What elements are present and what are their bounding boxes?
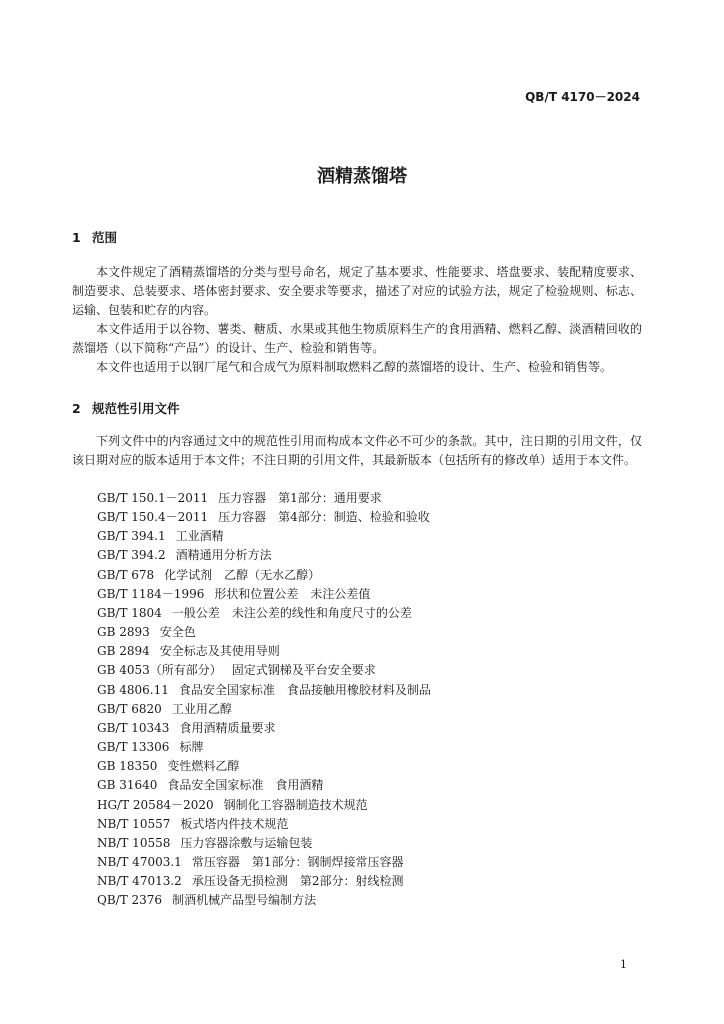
reference-item — [97, 642, 431, 661]
reference-item — [97, 834, 431, 853]
page-number: 1 — [620, 958, 627, 971]
reference-title: 变性燃料乙醇 — [167, 759, 240, 774]
reference-title: 常压容器 第1部分：钢制焊接常压容器 — [191, 854, 404, 869]
reference-title: 承压设备无损检测 第2部分：射线检测 — [191, 874, 404, 889]
reference-item — [97, 891, 431, 910]
reference-code: GB/T 678 — [97, 567, 155, 582]
reference-code: GB 18350 — [97, 759, 158, 774]
section-1-paragraph-2: 本文件适用于以谷物、薯类、糖质、水果或其他生物质原料生产的食用酒精、燃料乙醇、淡酒精回收的蒸馏塔（以下简称“产品”）的设计、生产、检验和销售等。 — [72, 322, 642, 355]
section-1-number: 1 — [72, 230, 81, 245]
reference-code: GB 2894 — [97, 644, 150, 659]
reference-code: NB/T 10558 — [97, 835, 171, 850]
reference-item — [97, 719, 431, 738]
reference-title: 固定式钢梯及平台安全要求 — [231, 663, 376, 678]
reference-item — [97, 546, 431, 565]
document-title: 酒精蒸馏塔 — [317, 166, 407, 187]
reference-item — [97, 757, 431, 776]
reference-code: GB 4806.11 — [97, 682, 169, 697]
reference-code: GB 4053（所有部分） — [97, 663, 222, 678]
reference-item — [97, 623, 431, 642]
reference-title: 食品安全国家标准 食用酒精 — [167, 778, 324, 793]
reference-code: GB/T 1804 — [97, 605, 162, 620]
section-1-heading — [72, 228, 117, 246]
section-2-heading — [72, 399, 180, 417]
reference-title: 酒精通用分析方法 — [175, 548, 272, 563]
reference-title: 压力容器涂敷与运输包装 — [180, 835, 313, 850]
reference-code: QB/T 2376 — [97, 893, 163, 908]
reference-item — [97, 853, 431, 872]
reference-item — [97, 661, 431, 680]
reference-item — [97, 489, 431, 508]
reference-title: 化学试剂 乙醇（无水乙醇） — [164, 567, 321, 582]
section-1-paragraph-3: 本文件也适用于以钢厂尾气和合成气为原料制取燃料乙醇的蒸馏塔的设计、生产、检验和销售等。 — [96, 360, 613, 374]
reference-title: 工业酒精 — [175, 529, 224, 544]
reference-title: 食品安全国家标准 食品接触用橡胶材料及制品 — [178, 682, 431, 697]
reference-item — [97, 776, 431, 795]
reference-item — [97, 566, 431, 585]
reference-title: 一般公差 未注公差的线性和角度尺寸的公差 — [171, 605, 412, 620]
reference-item — [97, 681, 431, 700]
reference-item — [97, 700, 431, 719]
section-2-paragraph-1: 下列文件中的内容通过文中的规范性引用而构成本文件必不可少的条款。其中，注日期的引用文件，仅该日期对应的版本适用于本文件；不注日期的引用文件，其最新版本（包括所有的修改单）适用于本文件。 — [72, 434, 642, 467]
reference-item — [97, 527, 431, 546]
reference-item — [97, 585, 431, 604]
section-2-number: 2 — [72, 401, 81, 416]
reference-item — [97, 872, 431, 891]
reference-code: GB/T 394.1 — [97, 529, 166, 544]
reference-code: GB/T 6820 — [97, 701, 162, 716]
standard-code: QB/T 4170－2024 — [525, 90, 640, 104]
reference-code: NB/T 47003.1 — [97, 854, 182, 869]
reference-item — [97, 796, 431, 815]
reference-item — [97, 815, 431, 834]
reference-title: 压力容器 第4部分：制造、检验和验收 — [218, 510, 430, 525]
reference-code: GB/T 150.4－2011 — [97, 510, 209, 525]
section-2-title: 规范性引用文件 — [92, 401, 180, 416]
reference-title: 钢制化工容器制造技术规范 — [223, 797, 368, 812]
reference-code: GB/T 394.2 — [97, 548, 166, 563]
section-1-title: 范围 — [92, 230, 118, 245]
reference-item — [97, 604, 431, 623]
reference-title: 制酒机械产品型号编制方法 — [172, 893, 317, 908]
reference-title: 压力容器 第1部分：通用要求 — [218, 491, 382, 505]
reference-code: HG/T 20584－2020 — [97, 797, 214, 812]
reference-title: 安全色 — [159, 625, 196, 640]
reference-title: 形状和位置公差 未注公差值 — [214, 586, 371, 601]
reference-title: 标牌 — [179, 740, 204, 755]
reference-code: NB/T 47013.2 — [97, 874, 182, 889]
reference-code: GB/T 10343 — [97, 720, 170, 735]
reference-title: 工业用乙醇 — [171, 701, 232, 716]
reference-title: 食用酒精质量要求 — [179, 720, 276, 735]
reference-item — [97, 738, 431, 757]
reference-title: 安全标志及其使用导则 — [159, 644, 280, 659]
reference-code: GB/T 13306 — [97, 740, 170, 755]
reference-code: NB/T 10557 — [97, 816, 171, 831]
reference-code: GB 2893 — [97, 625, 150, 640]
section-1-paragraph-1: 本文件规定了酒精蒸馏塔的分类与型号命名，规定了基本要求、性能要求、塔盘要求、装配精度要求、制造要求、总装要求、塔体密封要求、安全要求等要求，描述了对应的试验方法，规定了检验规则、标志、运输、包装和贮存的内容。 — [72, 265, 642, 317]
reference-code: GB 31640 — [97, 778, 158, 793]
reference-code: GB/T 150.1－2011 — [97, 491, 209, 505]
reference-code: GB/T 1184－1996 — [97, 586, 205, 601]
reference-item — [97, 508, 431, 527]
reference-title: 板式塔内件技术规范 — [180, 816, 289, 831]
reference-list — [97, 489, 431, 910]
